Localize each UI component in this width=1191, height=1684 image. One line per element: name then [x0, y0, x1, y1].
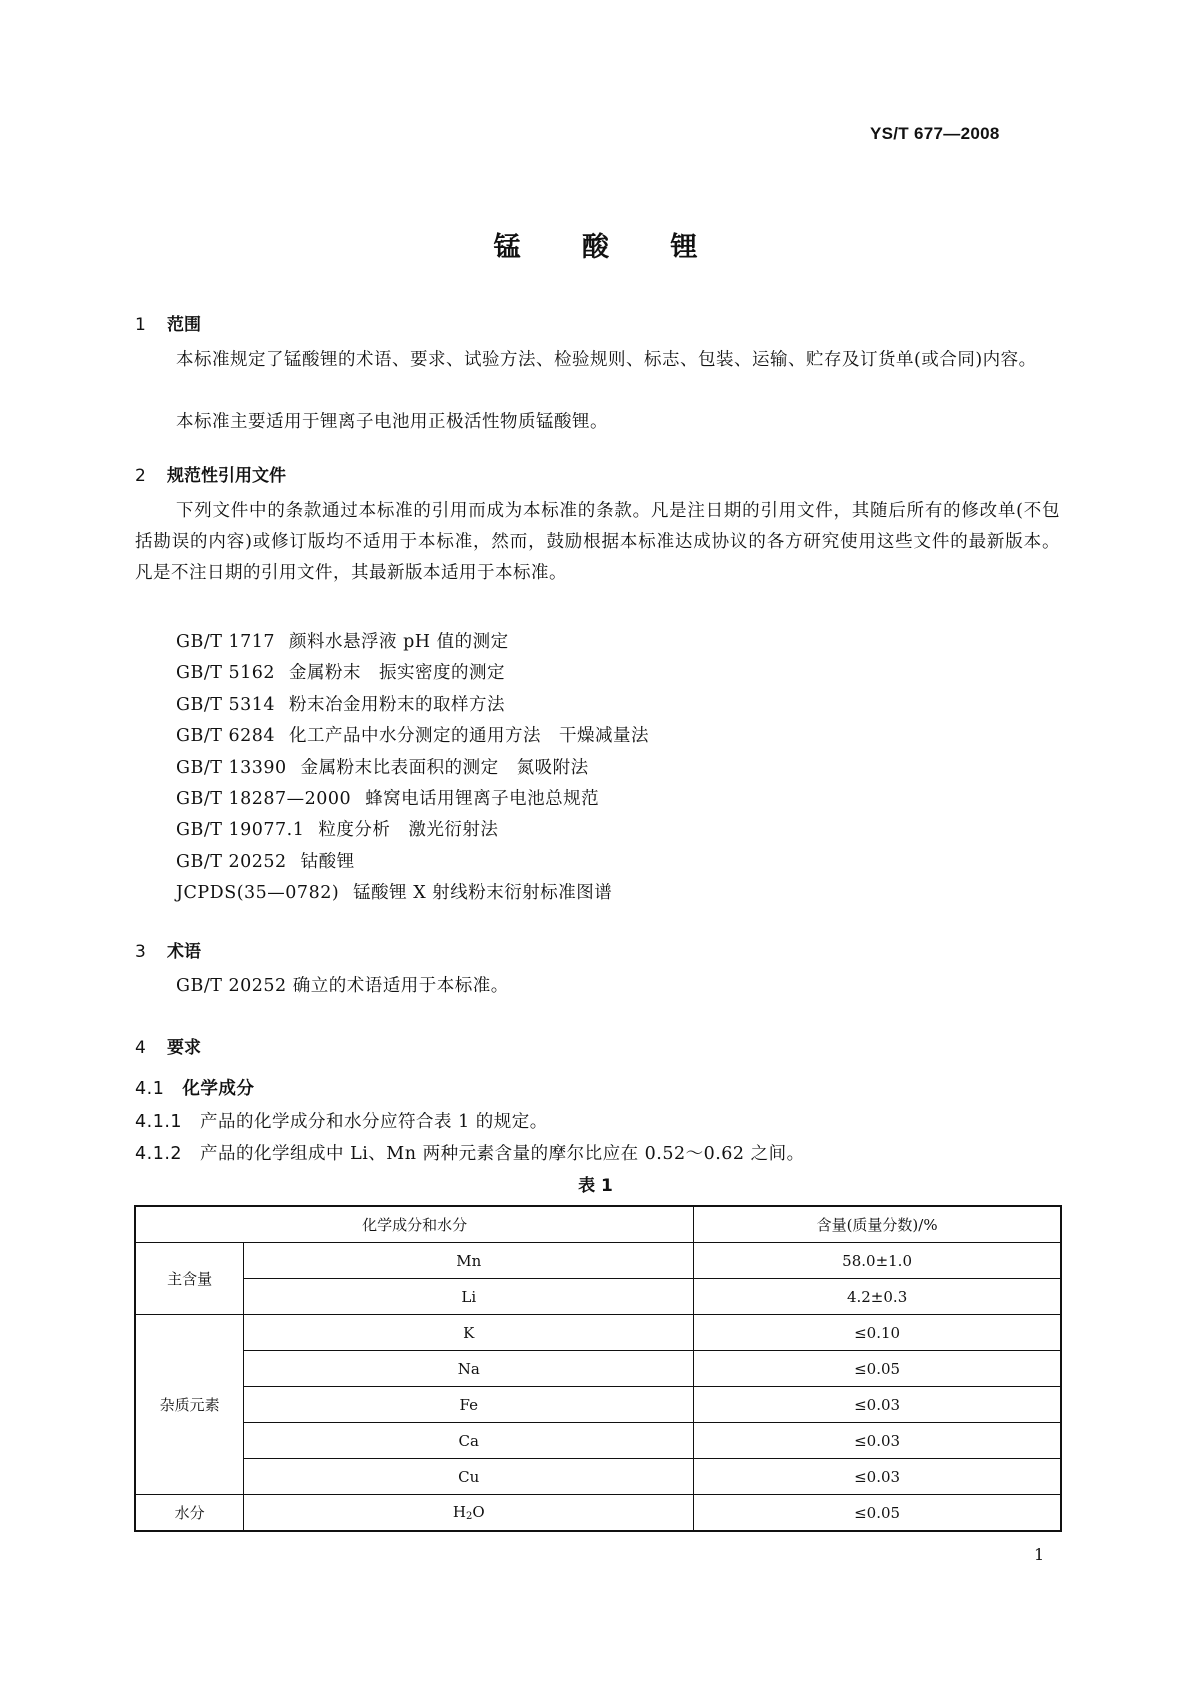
reference-code: GB/T 5162: [176, 663, 276, 684]
reference-item: [176, 815, 649, 846]
value-cell: ≤0.05: [694, 1351, 1061, 1387]
table-row: [135, 1387, 1061, 1423]
table-row: [135, 1459, 1061, 1495]
clause-4-1-heading: [135, 1075, 254, 1100]
formula-base: H: [452, 1503, 466, 1521]
table-row: [135, 1315, 1061, 1351]
clause-title: 化学成分: [182, 1079, 255, 1099]
element-cell: Fe: [244, 1387, 694, 1423]
value-cell: ≤0.03: [694, 1423, 1061, 1459]
section-title: 要求: [167, 1038, 201, 1058]
table-row: [135, 1351, 1061, 1387]
value-cell: 58.0±1.0: [694, 1243, 1061, 1279]
section-3-heading: [135, 937, 201, 962]
reference-title: 金属粉末比表面积的测定: [300, 757, 499, 778]
section-1-heading: [135, 310, 201, 335]
element-cell: Li: [244, 1279, 694, 1315]
value-cell: ≤0.03: [694, 1459, 1061, 1495]
reference-title: 化工产品中水分测定的通用方法: [289, 726, 542, 747]
reference-code: GB/T 19077.1: [176, 820, 305, 841]
section-number: 2: [135, 466, 146, 486]
table-caption: 表 1: [578, 1176, 613, 1196]
table-row: [135, 1423, 1061, 1459]
reference-subtitle: 氮吸附法: [516, 757, 589, 778]
reference-code: GB/T 6284: [176, 726, 276, 747]
document-title: 锰 酸 锂: [493, 232, 724, 263]
reference-subtitle: 振实密度的测定: [379, 663, 506, 684]
reference-code: GB/T 20252: [176, 851, 287, 872]
section-title: 规范性引用文件: [167, 466, 286, 486]
section-4-heading: [135, 1033, 201, 1058]
table-header-cell: 含量(质量分数)/%: [694, 1206, 1061, 1243]
element-cell: Na: [244, 1351, 694, 1387]
element-cell: [244, 1495, 694, 1532]
element-cell: Cu: [244, 1459, 694, 1495]
reference-item: [176, 784, 649, 815]
reference-title: 粉末冶金用粉末的取样方法: [289, 694, 506, 715]
section-title: 范围: [167, 315, 201, 335]
reference-code: GB/T 18287—2000: [176, 789, 352, 810]
table-header-row: [135, 1206, 1061, 1243]
table-row: [135, 1495, 1061, 1532]
table-header-cell: 化学成分和水分: [135, 1206, 694, 1243]
reference-item: [176, 658, 649, 689]
clause-4-1-2: [135, 1140, 805, 1165]
section-number: 4: [135, 1038, 146, 1058]
table-row: [135, 1243, 1061, 1279]
page-number: 1: [1034, 1545, 1045, 1564]
section-1-paragraph-1: 本标准规定了锰酸锂的术语、要求、试验方法、检验规则、标志、包装、运输、贮存及订货单(或合同)内容。: [176, 350, 1037, 370]
section-2-heading: [135, 461, 286, 486]
group-label-cell: 主含量: [135, 1243, 244, 1315]
reference-subtitle: 干燥减量法: [559, 726, 650, 747]
section-number: 3: [135, 942, 146, 962]
standard-code: YS/T 677—2008: [870, 124, 1000, 143]
section-3-paragraph-1: GB/T 20252 确立的术语适用于本标准。: [176, 976, 509, 996]
reference-title: 锰酸锂 X 射线粉末衍射标准图谱: [353, 883, 613, 904]
reference-title: 粒度分析: [318, 820, 391, 841]
formula-tail: O: [472, 1503, 485, 1521]
element-cell: Mn: [244, 1243, 694, 1279]
reference-title: 钴酸锂: [300, 851, 355, 872]
reference-code: JCPDS(35—0782): [176, 883, 340, 904]
value-cell: 4.2±0.3: [694, 1279, 1061, 1315]
formula-subscript: 2: [465, 1511, 473, 1522]
section-title: 术语: [167, 942, 201, 962]
reference-title: 颜料水悬浮液 pH 值的测定: [289, 632, 509, 652]
reference-code: GB/T 1717: [176, 632, 276, 652]
clause-text: 产品的化学组成中 Li、Mn 两种元素含量的摩尔比应在 0.52～0.62 之间。: [200, 1144, 805, 1164]
normative-reference-list: [176, 627, 649, 910]
reference-item: [176, 690, 649, 721]
reference-item: [176, 721, 649, 752]
reference-code: GB/T 13390: [176, 757, 287, 778]
reference-subtitle: 激光衍射法: [408, 820, 499, 841]
element-cell: K: [244, 1315, 694, 1351]
group-label-cell: 杂质元素: [135, 1315, 244, 1495]
reference-item: [176, 627, 649, 658]
reference-code: GB/T 5314: [176, 694, 276, 715]
reference-item: [176, 847, 649, 878]
clause-text: 产品的化学成分和水分应符合表 1 的规定。: [200, 1112, 548, 1132]
reference-title: 蜂窝电话用锂离子电池总规范: [365, 789, 600, 810]
reference-item: [176, 753, 649, 784]
clause-4-1-1: [135, 1108, 548, 1133]
group-label-cell: 水分: [135, 1495, 244, 1532]
section-1-paragraph-2: 本标准主要适用于锂离子电池用正极活性物质锰酸锂。: [176, 412, 608, 432]
reference-title: 金属粉末: [289, 663, 362, 684]
value-cell: ≤0.03: [694, 1387, 1061, 1423]
composition-table: [134, 1205, 1062, 1532]
section-number: 1: [135, 315, 146, 335]
value-cell: ≤0.05: [694, 1495, 1061, 1532]
reference-item: [176, 878, 649, 909]
clause-number: 4.1: [135, 1079, 165, 1099]
clause-number: 4.1.2: [135, 1144, 183, 1164]
table-row: [135, 1279, 1061, 1315]
element-cell: Ca: [244, 1423, 694, 1459]
clause-number: 4.1.1: [135, 1112, 183, 1132]
value-cell: ≤0.10: [694, 1315, 1061, 1351]
section-2-paragraph-1: 下列文件中的条款通过本标准的引用而成为本标准的条款。凡是注日期的引用文件，其随后所有的修改单(不包括勘误的内容)或修订版均不适用于本标准，然而，鼓励根据本标准达成协议的各方研究使用这些文件的最新版本。凡是不注日期的引用文件，其最新版本适用于本标准。: [135, 501, 1060, 583]
